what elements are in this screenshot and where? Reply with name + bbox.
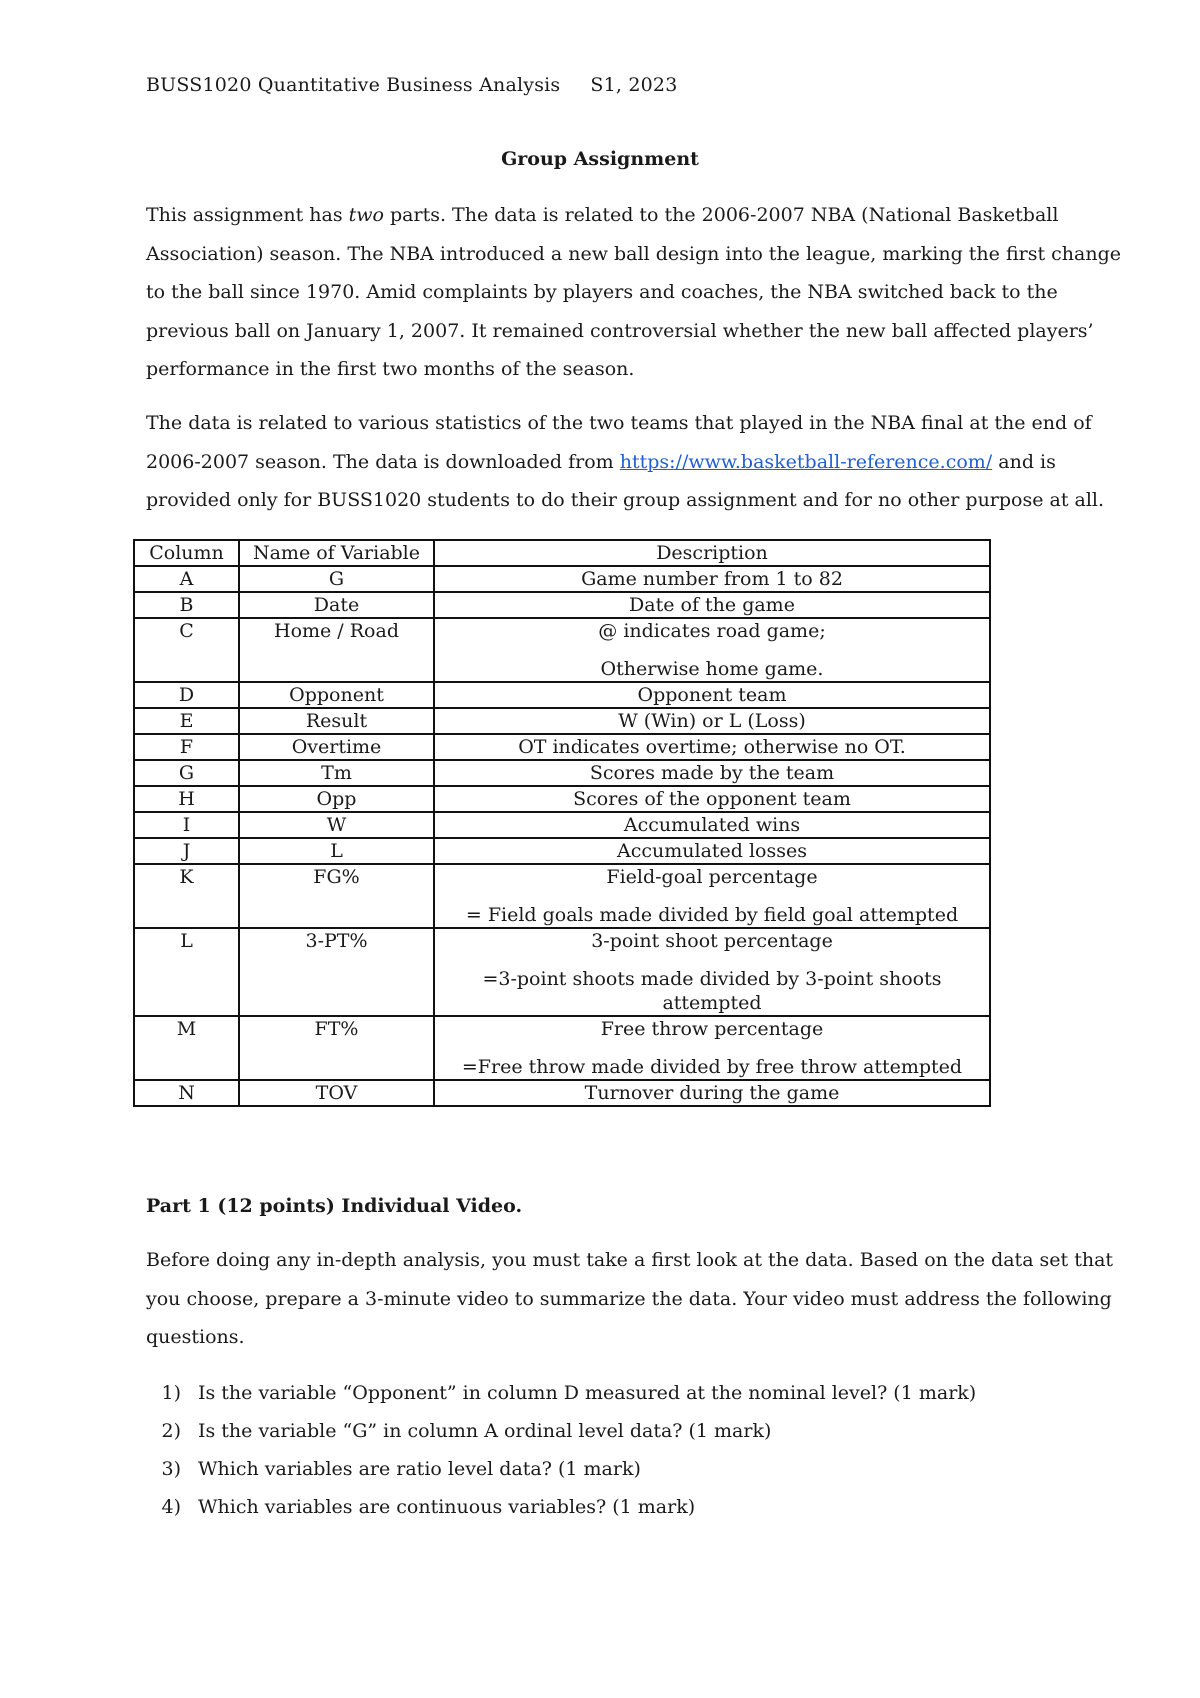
- intro-line-4: previous ball on January 1, 2007. It remained controversial whether the new ball affected players’: [146, 319, 1094, 342]
- cell-variable-name: L: [239, 838, 434, 864]
- cell-description: [434, 734, 990, 760]
- cell-column-letter: N: [134, 1080, 239, 1106]
- description-line-1: Accumulated wins: [623, 814, 801, 836]
- table-row: [134, 592, 990, 618]
- intro-line-2: Association) season. The NBA introduced a new ball design into the league, marking the first change: [146, 242, 1121, 265]
- cell-variable-name: Overtime: [239, 734, 434, 760]
- data-line-2: 2006-2007 season. The data is downloaded from https://www.basketball-reference.com/ and is: [146, 450, 1056, 473]
- description-line-2: =3-point shoots made divided by 3-point shoots attempted: [482, 968, 942, 1014]
- question-item: [146, 1382, 976, 1404]
- cell-description: [434, 760, 990, 786]
- table-row: [134, 734, 990, 760]
- cell-variable-name: TOV: [239, 1080, 434, 1106]
- description-line-2: = Field goals made divided by field goal attempted: [465, 904, 959, 926]
- variables-table: [133, 539, 991, 1107]
- table-row: [134, 864, 990, 928]
- part1-line-2: you choose, prepare a 3-minute video to summarize the data. Your video must address the following: [146, 1287, 1112, 1310]
- cell-column-letter: M: [134, 1016, 239, 1080]
- question-text: Is the variable “G” in column A ordinal level data? (1 mark): [198, 1420, 772, 1442]
- cell-column-letter: D: [134, 682, 239, 708]
- cell-variable-name: FT%: [239, 1016, 434, 1080]
- cell-description: [434, 786, 990, 812]
- cell-column-letter: A: [134, 566, 239, 592]
- cell-column-letter: K: [134, 864, 239, 928]
- cell-column-letter: E: [134, 708, 239, 734]
- part1-line-3: questions.: [146, 1326, 245, 1348]
- cell-description: [434, 618, 990, 682]
- description-line-2: Otherwise home game.: [600, 658, 824, 680]
- cell-column-letter: I: [134, 812, 239, 838]
- cell-column-letter: C: [134, 618, 239, 682]
- header-description: Description: [434, 540, 990, 566]
- cell-variable-name: Date: [239, 592, 434, 618]
- cell-variable-name: FG%: [239, 864, 434, 928]
- table-row: [134, 786, 990, 812]
- description-line-1: W (Win) or L (Loss): [618, 710, 806, 732]
- cell-variable-name: G: [239, 566, 434, 592]
- question-text: Which variables are ratio level data? (1 mark): [198, 1458, 641, 1480]
- cell-description: [434, 566, 990, 592]
- table-row: [134, 682, 990, 708]
- description-line-1: @ indicates road game;: [598, 620, 826, 642]
- table-row: [134, 1016, 990, 1080]
- description-line-1: Scores made by the team: [589, 762, 835, 784]
- description-line-1: Turnover during the game: [584, 1082, 840, 1104]
- part1-paragraph: [146, 1241, 1113, 1357]
- cell-description: [434, 838, 990, 864]
- intro-line-3: to the ball since 1970. Amid complaints by players and coaches, the NBA switched back to the: [146, 281, 1058, 303]
- cell-variable-name: W: [239, 812, 434, 838]
- cell-variable-name: Opp: [239, 786, 434, 812]
- cell-description: [434, 1016, 990, 1080]
- cell-column-letter: L: [134, 928, 239, 1016]
- question-number: 3): [161, 1458, 181, 1480]
- question-item: [146, 1458, 641, 1480]
- table-row: [134, 838, 990, 864]
- description-line-1: OT indicates overtime; otherwise no OT.: [518, 736, 906, 758]
- description-line-1: Opponent team: [637, 684, 787, 706]
- cell-variable-name: Result: [239, 708, 434, 734]
- table-row: [134, 708, 990, 734]
- header-column: Column: [134, 540, 239, 566]
- cell-column-letter: G: [134, 760, 239, 786]
- cell-description: [434, 592, 990, 618]
- description-line-1: Free throw percentage: [600, 1018, 824, 1040]
- cell-variable-name: Opponent: [239, 682, 434, 708]
- header-name-of-variable: Name of Variable: [239, 540, 434, 566]
- intro-paragraph: [146, 196, 1121, 389]
- page-header: [146, 74, 678, 96]
- intro-line-1: This assignment has two parts. The data is related to the 2006-2007 NBA (National Basketball: [146, 204, 1059, 226]
- question-text: Is the variable “Opponent” in column D measured at the nominal level? (1 mark): [198, 1382, 977, 1404]
- description-line-1: Scores of the opponent team: [573, 788, 851, 810]
- cell-variable-name: 3-PT%: [239, 928, 434, 1016]
- cell-description: [434, 1080, 990, 1106]
- description-line-2: =Free throw made divided by free throw attempted: [461, 1056, 963, 1078]
- question-number: 1): [161, 1382, 181, 1404]
- question-number: 2): [161, 1420, 181, 1442]
- description-line-1: Field-goal percentage: [606, 866, 818, 888]
- cell-description: [434, 682, 990, 708]
- table-row: [134, 1080, 990, 1106]
- question-text: Which variables are continuous variables? (1 mark): [198, 1496, 696, 1518]
- table-row: [134, 760, 990, 786]
- question-item: [146, 1420, 771, 1442]
- part1-heading: Part 1 (12 points) Individual Video.: [146, 1195, 523, 1217]
- description-line-1: 3-point shoot percentage: [591, 930, 833, 952]
- table-header-row: [134, 540, 990, 566]
- table-row: [134, 618, 990, 682]
- table-row: [134, 928, 990, 1016]
- intro-line-5: performance in the first two months of the season.: [146, 358, 635, 380]
- description-line-1: Accumulated losses: [617, 840, 807, 862]
- data-line-1: The data is related to various statistics of the two teams that played in the NBA final at the end of: [146, 412, 1092, 434]
- cell-column-letter: F: [134, 734, 239, 760]
- cell-description: [434, 864, 990, 928]
- table-row: [134, 812, 990, 838]
- data-line-3: provided only for BUSS1020 students to do their group assignment and for no other purpose at all.: [146, 489, 1105, 511]
- part1-line-1: Before doing any in-depth analysis, you must take a first look at the data. Based on the data set that: [146, 1249, 1114, 1271]
- description-line-1: Date of the game: [629, 594, 795, 616]
- cell-variable-name: Tm: [239, 760, 434, 786]
- description-line-1: Game number from 1 to 82: [581, 568, 843, 590]
- cell-description: [434, 812, 990, 838]
- table-row: [134, 566, 990, 592]
- course-name: BUSS1020 Quantitative Business Analysis: [146, 74, 561, 96]
- basketball-reference-link[interactable]: https://www.basketball-reference.com/: [619, 450, 993, 473]
- cell-column-letter: B: [134, 592, 239, 618]
- data-paragraph: [146, 404, 1104, 520]
- document-title: Group Assignment: [501, 148, 699, 170]
- cell-column-letter: H: [134, 786, 239, 812]
- cell-column-letter: J: [134, 838, 239, 864]
- term-label: S1, 2023: [590, 74, 678, 96]
- cell-description: [434, 928, 990, 1016]
- cell-description: [434, 708, 990, 734]
- cell-variable-name: Home / Road: [239, 618, 434, 682]
- question-number: 4): [161, 1496, 181, 1518]
- question-item: [146, 1496, 695, 1518]
